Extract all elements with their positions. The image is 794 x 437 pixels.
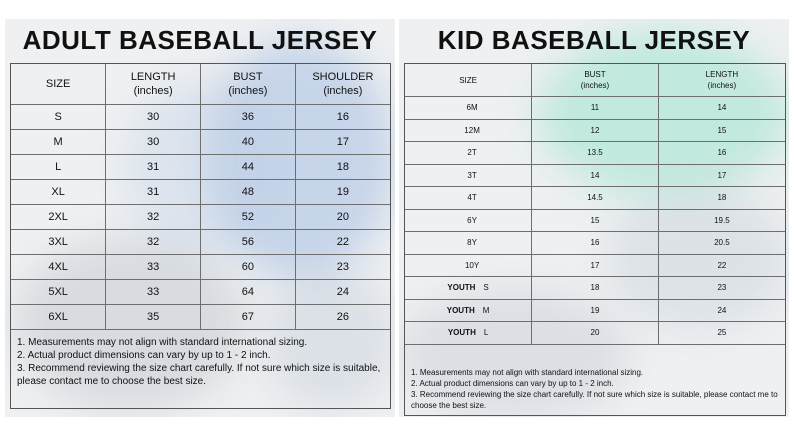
length-cell: 30 (106, 130, 201, 155)
bust-cell: 64 (201, 280, 296, 305)
header-shoulder: SHOULDER (inches) (295, 64, 390, 105)
table-row (11, 180, 390, 205)
note-line: 2. Actual product dimensions can vary by up to 1 - 2 inch. (17, 350, 271, 361)
shoulder-cell: 19 (295, 180, 390, 205)
size-cell: YOUTH L (405, 322, 532, 345)
note-line: 3. Recommend reviewing the size chart carefully. If not sure which size is suitable, please contact me to choose the best size. (411, 389, 778, 410)
shoulder-cell: 17 (295, 130, 390, 155)
size-cell: XL (11, 180, 106, 205)
length-cell: 20.5 (658, 232, 785, 255)
table-row (405, 322, 785, 345)
length-cell: 30 (106, 105, 201, 130)
table-row (11, 130, 390, 155)
bust-cell: 20 (532, 322, 659, 345)
length-cell: 17 (658, 164, 785, 187)
size-cell: 4T (405, 187, 532, 210)
bust-cell: 67 (201, 305, 296, 330)
table-row (11, 105, 390, 130)
bust-cell: 44 (201, 155, 296, 180)
table-header-row (405, 64, 785, 97)
bust-cell: 14.5 (532, 187, 659, 210)
length-cell: 35 (106, 305, 201, 330)
bust-cell: 17 (532, 254, 659, 277)
size-cell: 4XL (11, 255, 106, 280)
size-cell: YOUTH M (405, 299, 532, 322)
shoulder-cell: 20 (295, 205, 390, 230)
table-row (405, 164, 785, 187)
table-row (405, 142, 785, 165)
length-cell: 18 (658, 187, 785, 210)
length-cell: 31 (106, 180, 201, 205)
bust-cell: 18 (532, 277, 659, 300)
table-row (11, 280, 390, 305)
bust-cell: 40 (201, 130, 296, 155)
table-row (11, 205, 390, 230)
table-row (11, 255, 390, 280)
bust-cell: 13.5 (532, 142, 659, 165)
bust-cell: 36 (201, 105, 296, 130)
size-cell: 12M (405, 119, 532, 142)
shoulder-cell: 23 (295, 255, 390, 280)
adult-table-frame (10, 63, 391, 409)
size-cell: 2T (405, 142, 532, 165)
length-cell: 14 (658, 97, 785, 120)
length-cell: 25 (658, 322, 785, 345)
table-row (405, 232, 785, 255)
size-cell: M (11, 130, 106, 155)
note-line: 1. Measurements may not align with standard international sizing. (17, 337, 308, 348)
adult-chart-title: ADULT BASEBALL JERSEY (22, 25, 378, 55)
size-cell: S (11, 105, 106, 130)
note-line: 2. Actual product dimensions can vary by up to 1 - 2 inch. (411, 378, 614, 388)
size-cell: 6M (405, 97, 532, 120)
table-row (405, 119, 785, 142)
size-cell: L (11, 155, 106, 180)
length-cell: 31 (106, 155, 201, 180)
length-cell: 24 (658, 299, 785, 322)
size-cell: 3T (405, 164, 532, 187)
shoulder-cell: 24 (295, 280, 390, 305)
size-cell: 3XL (11, 230, 106, 255)
table-row (405, 277, 785, 300)
bust-cell: 19 (532, 299, 659, 322)
size-cell: YOUTH S (405, 277, 532, 300)
length-cell: 23 (658, 277, 785, 300)
header-bust: BUST (inches) (532, 64, 659, 97)
bust-cell: 15 (532, 209, 659, 232)
size-cell: 6Y (405, 209, 532, 232)
bust-cell: 14 (532, 164, 659, 187)
bust-cell: 16 (532, 232, 659, 255)
table-row (405, 209, 785, 232)
adult-notes (11, 330, 390, 388)
kid-table-frame (404, 63, 786, 416)
table-row (11, 155, 390, 180)
table-row (405, 97, 785, 120)
bust-cell: 11 (532, 97, 659, 120)
shoulder-cell: 18 (295, 155, 390, 180)
kid-chart-title: KID BASEBALL JERSEY (437, 25, 751, 55)
header-length: LENGTH (inches) (658, 64, 785, 97)
bust-cell: 56 (201, 230, 296, 255)
header-length: LENGTH (inches) (106, 64, 201, 105)
size-cell: 5XL (11, 280, 106, 305)
table-header-row (11, 64, 390, 105)
bust-cell: 60 (201, 255, 296, 280)
bust-cell: 52 (201, 205, 296, 230)
kid-size-table (405, 64, 785, 345)
note-line: 1. Measurements may not align with standard international sizing. (411, 367, 644, 377)
size-cell: 6XL (11, 305, 106, 330)
table-row (405, 254, 785, 277)
table-row (405, 187, 785, 210)
shoulder-cell: 16 (295, 105, 390, 130)
adult-size-table (11, 64, 390, 330)
length-cell: 22 (658, 254, 785, 277)
length-cell: 16 (658, 142, 785, 165)
length-cell: 19.5 (658, 209, 785, 232)
header-size: SIZE (405, 64, 532, 97)
length-cell: 15 (658, 119, 785, 142)
adult-size-chart (5, 19, 395, 417)
size-cell: 10Y (405, 254, 532, 277)
length-cell: 32 (106, 230, 201, 255)
shoulder-cell: 22 (295, 230, 390, 255)
header-size: SIZE (11, 64, 106, 105)
length-cell: 32 (106, 205, 201, 230)
note-line: 3. Recommend reviewing the size chart carefully. If not sure which size is suitable, please contact me to choose the best size. (17, 363, 381, 387)
length-cell: 33 (106, 255, 201, 280)
kid-size-chart (399, 19, 789, 417)
kid-notes (405, 345, 785, 411)
size-cell: 2XL (11, 205, 106, 230)
header-bust: BUST (inches) (201, 64, 296, 105)
table-row (405, 299, 785, 322)
table-row (11, 305, 390, 330)
bust-cell: 48 (201, 180, 296, 205)
shoulder-cell: 26 (295, 305, 390, 330)
bust-cell: 12 (532, 119, 659, 142)
table-row (11, 230, 390, 255)
size-cell: 8Y (405, 232, 532, 255)
length-cell: 33 (106, 280, 201, 305)
